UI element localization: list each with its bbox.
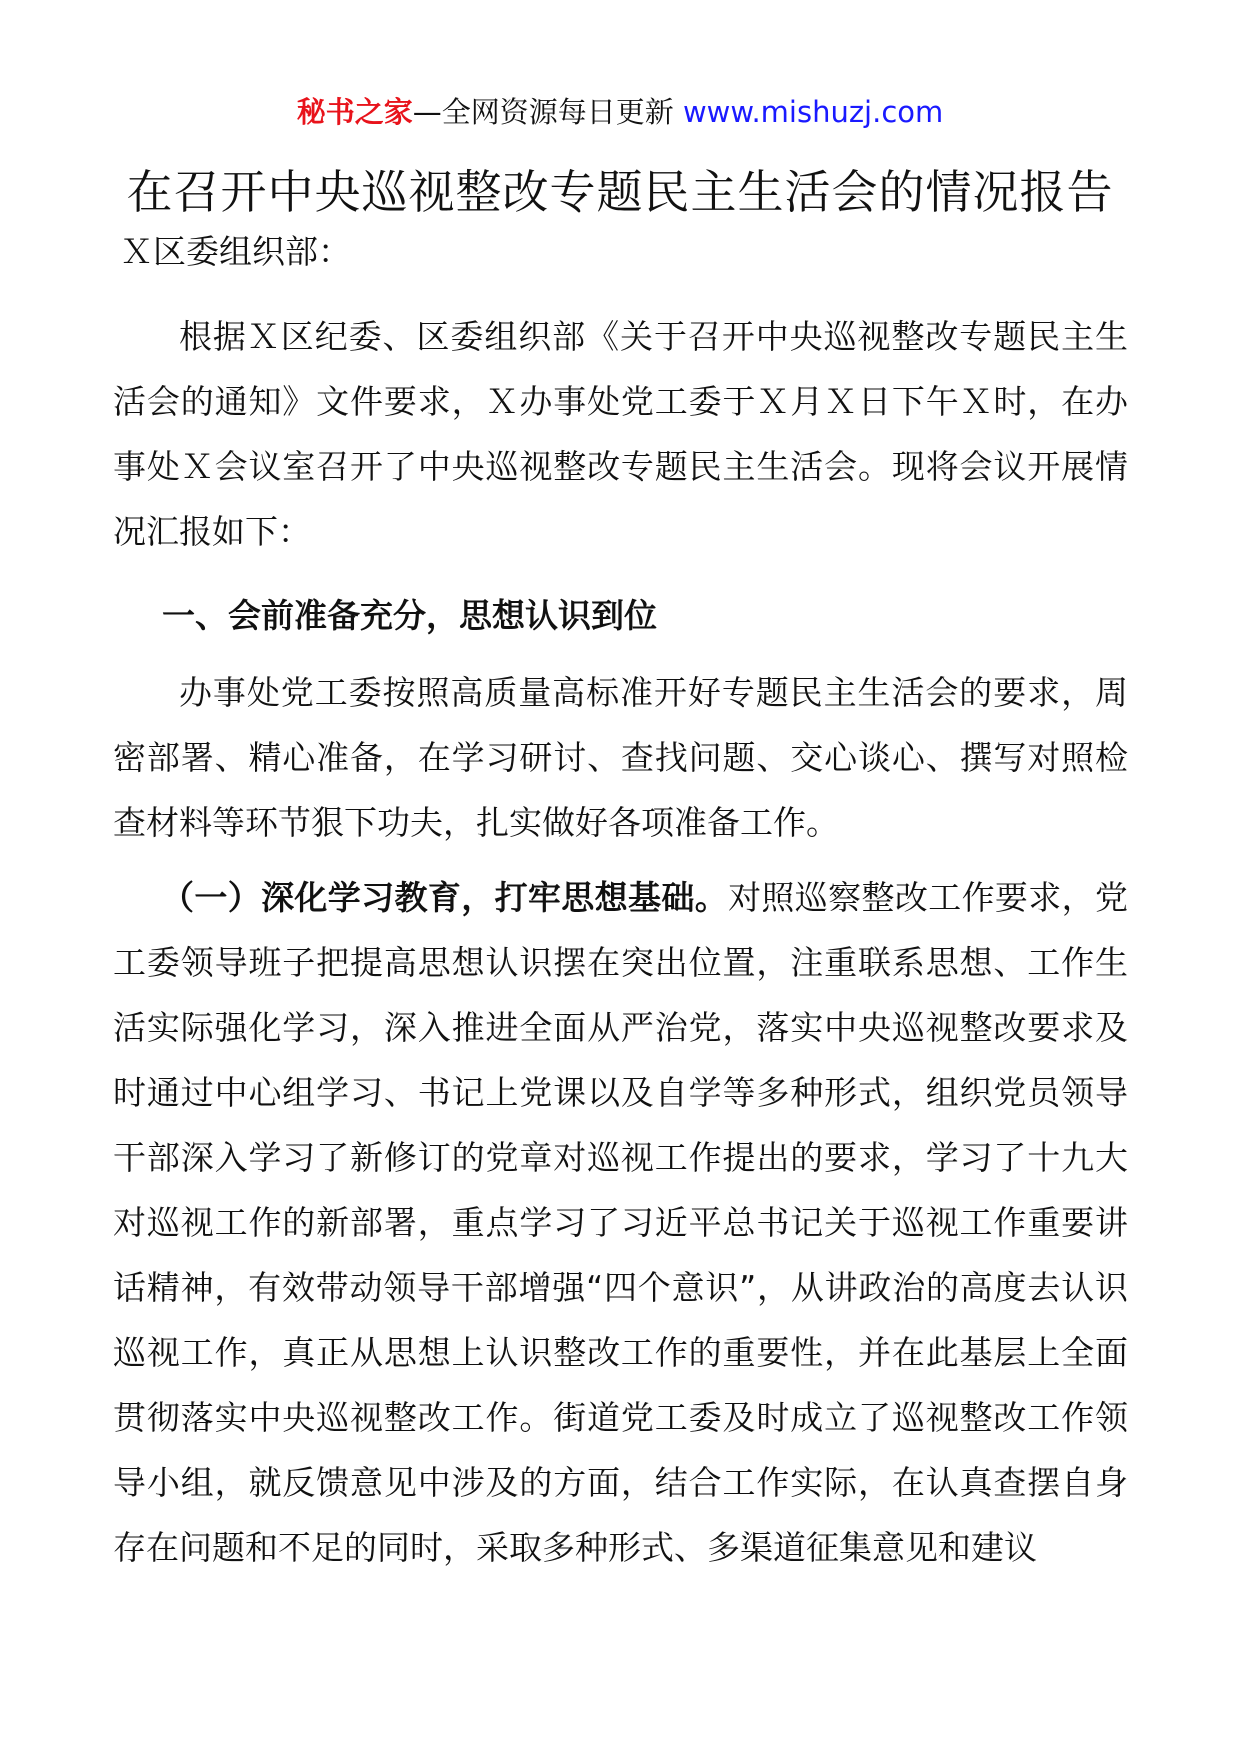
subheading-1: （一）深化学习教育，打牢思想基础。: [161, 878, 729, 917]
site-tagline: —全网资源每日更新: [412, 95, 674, 129]
salutation: Ｘ区委组织部：: [120, 232, 351, 271]
site-banner: [0, 92, 1240, 132]
document-title: 在召开中央巡视整改专题民主生活会的情况报告: [126, 165, 1114, 219]
paragraph-study-text: 对照巡察整改工作要求，党工委领导班子把提高思想认识摆在突出位置，注重联系思想、工作生活实际强化学习，深入推进全面从严治党，落实中央巡视整改要求及时通过中心组学习、书记上党课以及自学等多种形式，组织党员领导干部深入学习了新修订的党章对巡视工作提出的要求，学习了十九大对巡视工作的新部署，重点学习了习近平总书记关于巡视工作重要讲话精神，有效带动领导干部增强“四个意识”，从讲政治的高度去认识巡视工作，真正从思想上认识整改工作的重要性，并在此基层上全面贯彻落实中央巡视整改工作。街道党工委及时成立了巡视整改工作领导小组，就反馈意见中涉及的方面，结合工作实际，在认真查摆自身存在问题和不足的同时，采取多种形式、多渠道征集意见和建议: [113, 878, 1129, 1567]
paragraph-preparation: 办事处党工委按照高质量高标准开好专题民主生活会的要求，周密部署、精心准备，在学习研讨、查找问题、交心谈心、撰写对照检查材料等环节狠下功夫，扎实做好各项准备工作。: [113, 673, 1128, 842]
site-url-link[interactable]: www.mishuzj.com: [682, 95, 944, 129]
paragraph-intro: 根据Ｘ区纪委、区委组织部《关于召开中央巡视整改专题民主生活会的通知》文件要求，Ｘ办事处党工委于Ｘ月Ｘ日下午Ｘ时，在办事处Ｘ会议室召开了中央巡视整改专题民主生活会。现将会议开展情况汇报如下：: [113, 317, 1128, 551]
section-heading-1: 一、会前准备充分，思想认识到位: [162, 596, 657, 635]
paragraph-study: [113, 865, 1128, 1580]
site-brand: 秘书之家: [296, 95, 413, 129]
